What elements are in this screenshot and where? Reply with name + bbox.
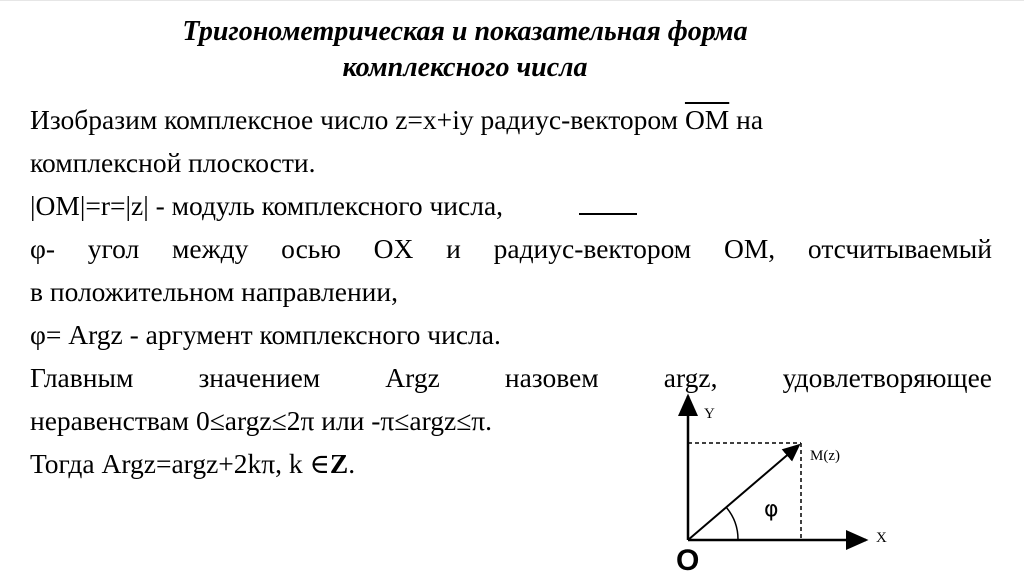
body-line-7: Главным значением Argz назовем argz, удовлетворяющее <box>30 362 992 393</box>
formula-period: . <box>348 448 356 479</box>
decorative-underline <box>579 193 637 215</box>
origin-label: O <box>676 544 700 574</box>
angle-label: φ <box>764 497 779 522</box>
slide-title <box>0 14 930 86</box>
modulus-definition: |OM|=r=|z| - модуль комплексного числа, <box>30 190 504 221</box>
body-line-4: φ- угол между осью OX и радиус-вектором OM, отсчитываемый <box>30 233 992 264</box>
body-line-8: неравенствам 0≤argz≤2π или -π≤argz≤π. <box>30 405 493 436</box>
integers-symbol: Z <box>329 448 349 479</box>
body-line-1 <box>30 98 992 141</box>
y-axis-label: Y <box>704 406 715 422</box>
body-line-2: комплексной плоскости. <box>30 147 316 178</box>
body-line-3 <box>30 184 992 227</box>
x-axis-label: X <box>876 530 887 546</box>
title-line-1: Тригонометрическая и показательная форма <box>182 16 748 47</box>
angle-arc <box>726 507 738 540</box>
body-line-1-end: на <box>729 104 764 135</box>
slide-top-border <box>0 0 1024 1</box>
radius-vector <box>688 445 799 540</box>
title-line-2: комплексного числа <box>342 52 588 83</box>
body-line-6: φ= Argz - аргумент комплексного числа. <box>30 319 501 350</box>
body-line-1-text: Изобразим комплексное число z=x+iy радиус-вектором <box>30 104 685 135</box>
complex-plane-diagram <box>660 390 900 574</box>
body-line-5: в положительном направлении, <box>30 276 398 307</box>
vector-om: $\overline{OM}$ <box>684 104 730 135</box>
point-label: M(z) <box>810 448 840 464</box>
argument-formula: Тогда Argz=argz+2kπ, k ∈ <box>30 448 330 479</box>
